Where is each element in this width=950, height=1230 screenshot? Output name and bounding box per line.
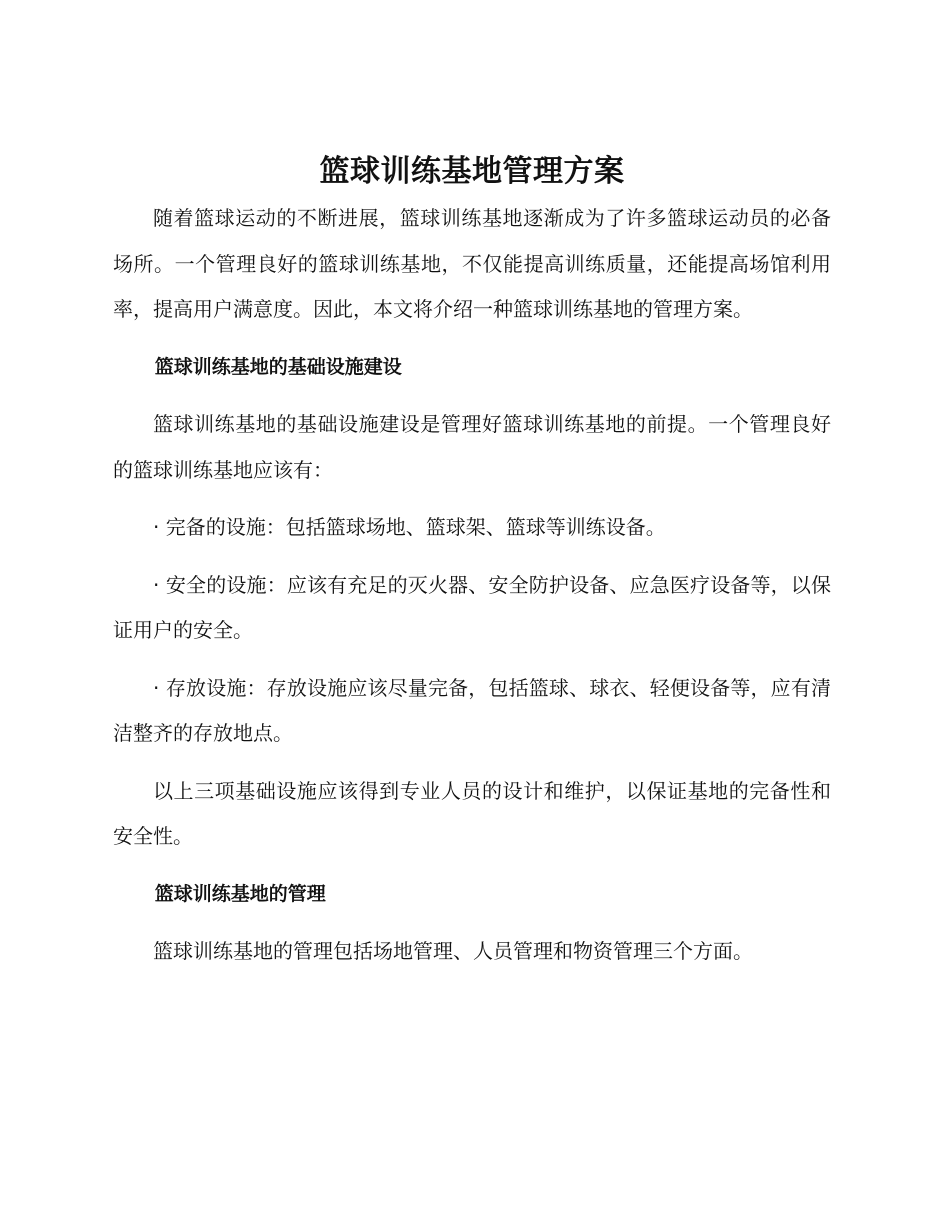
section-heading-management: 篮球训练基地的管理 xyxy=(154,882,326,905)
document-title: 篮球训练基地管理方案 xyxy=(319,154,625,189)
bullet-item-storage: · 存放设施：存放设施应该尽量完备，包括篮球、球衣、轻便设备等，应有清洁整齐的存放地点。 xyxy=(113,675,831,745)
bullet-item-equipment: · 完备的设施：包括篮球场地、篮球架、篮球等训练设备。 xyxy=(153,515,666,539)
infrastructure-paragraph: 篮球训练基地的基础设施建设是管理好篮球训练基地的前提。一个管理良好的篮球训练基地应该有： xyxy=(113,412,831,482)
intro-paragraph: 随着篮球运动的不断进展，篮球训练基地逐渐成为了许多篮球运动员的必备场所。一个管理良好的篮球训练基地，不仅能提高训练质量，还能提高场馆利用率，提高用户满意度。因此，本文将介绍一种篮球训练基地的管理方案。 xyxy=(113,206,831,321)
management-paragraph: 篮球训练基地的管理包括场地管理、人员管理和物资管理三个方面。 xyxy=(153,939,753,963)
document-page xyxy=(113,150,831,987)
section-heading-infrastructure: 篮球训练基地的基础设施建设 xyxy=(154,355,402,378)
infrastructure-closing-paragraph: 以上三项基础设施应该得到专业人员的设计和维护，以保证基地的完备性和安全性。 xyxy=(113,778,831,848)
bullet-item-safety: · 安全的设施：应该有充足的灭火器、安全防护设备、应急医疗设备等，以保证用户的安全。 xyxy=(113,572,831,642)
